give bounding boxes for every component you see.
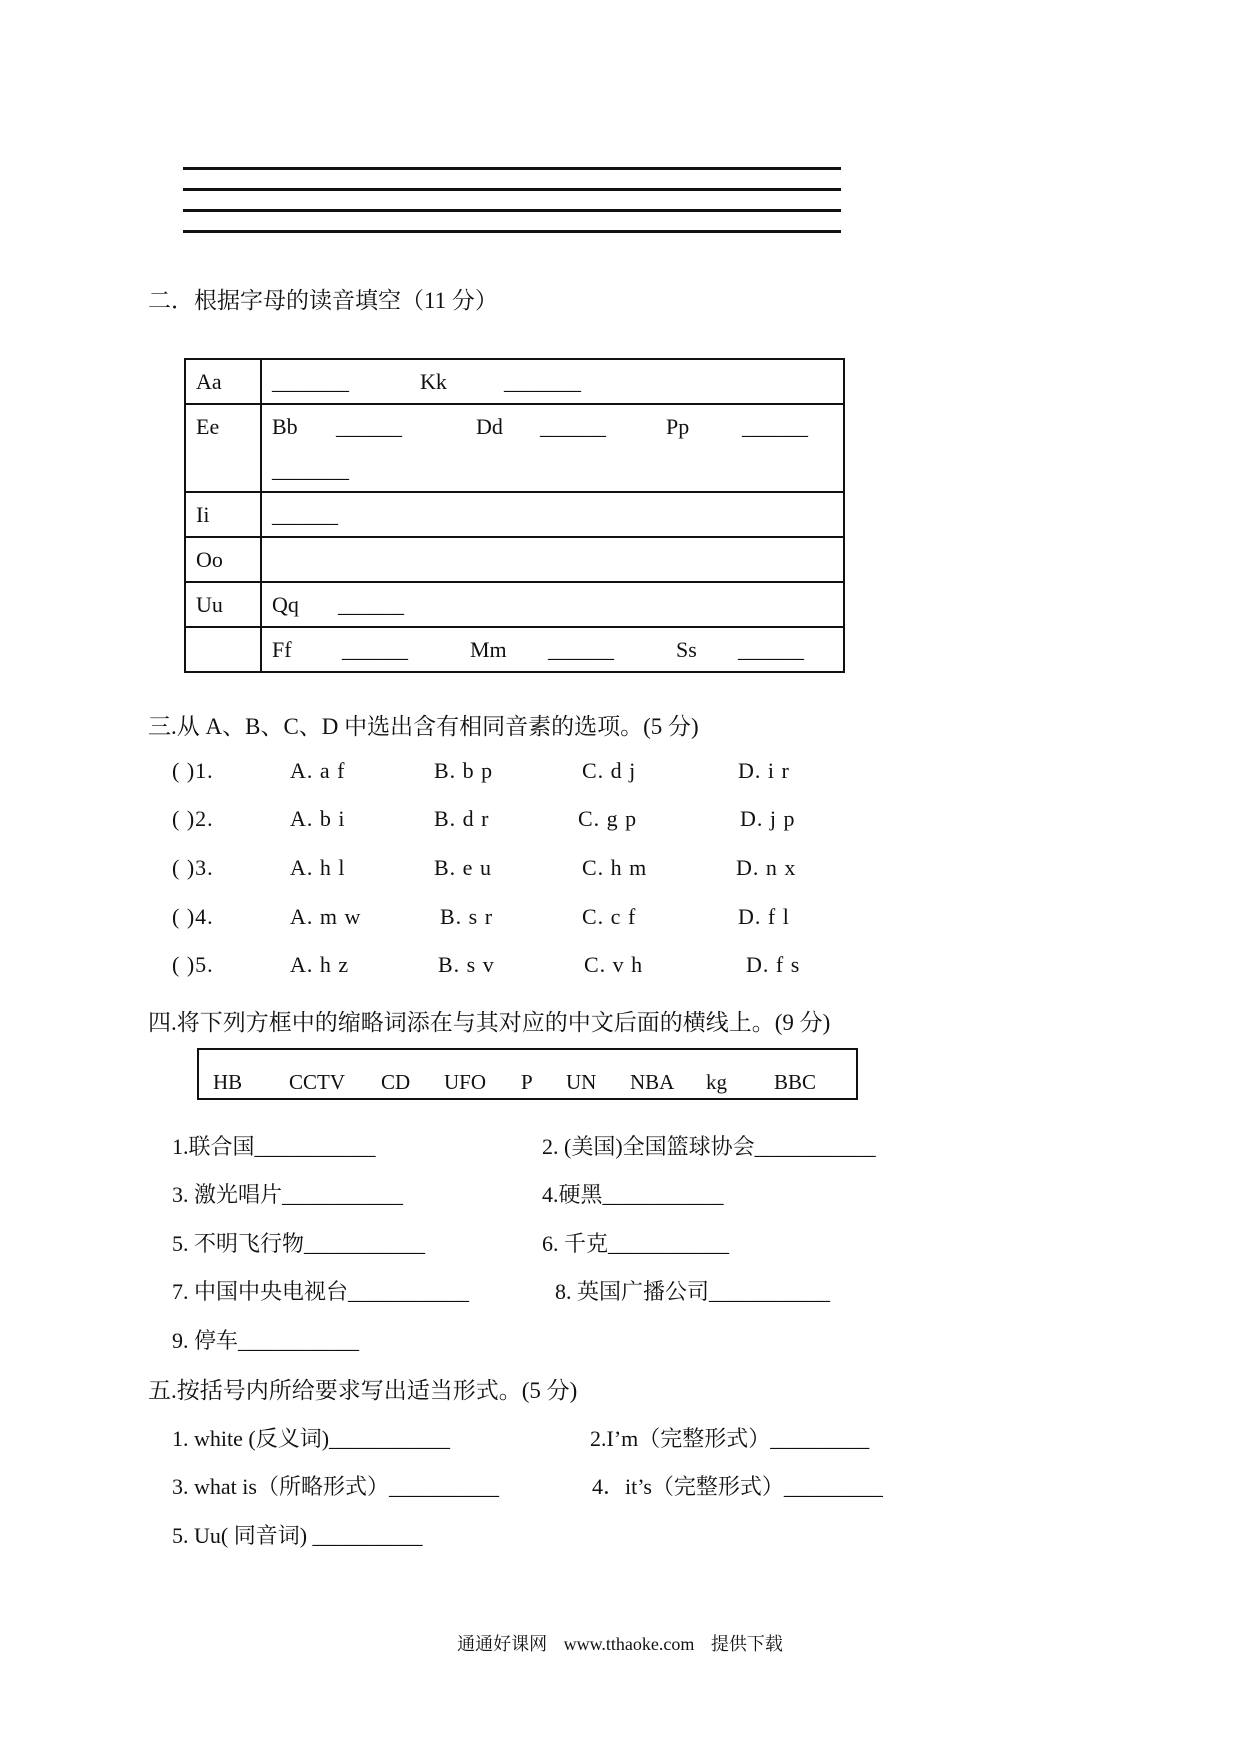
blank[interactable]: ______	[338, 592, 404, 617]
abbr-cctv: CCTV	[289, 1070, 346, 1094]
blank[interactable]: ______	[548, 637, 614, 662]
abbr-nba: NBA	[630, 1070, 675, 1094]
abbr-item-1[interactable]: 1.联合国___________	[172, 1134, 376, 1159]
blank[interactable]: _______	[272, 457, 349, 482]
row-head-uu: Uu	[185, 582, 261, 627]
row-cell-ii	[261, 492, 844, 537]
table-row	[185, 492, 844, 537]
question-2-option-a: A. b i	[290, 806, 346, 831]
row-head-aa: Aa	[185, 359, 261, 404]
question-1-option-c: C. d j	[582, 758, 637, 783]
question-4-option-d: D. f l	[738, 904, 790, 929]
letter: Ff	[272, 637, 292, 662]
question-1-number[interactable]: ( )1.	[172, 758, 214, 783]
question-3-option-d: D. n x	[736, 855, 797, 880]
abbr-kg: kg	[706, 1070, 727, 1094]
row-cell-oo[interactable]	[261, 537, 844, 582]
row-cell-extra	[261, 627, 844, 672]
phonics-table	[184, 358, 845, 673]
row-head-oo: Oo	[185, 537, 261, 582]
row-cell-aa	[261, 359, 844, 404]
abbr-item-9[interactable]: 9. 停车___________	[172, 1328, 360, 1353]
question-5-option-c: C. v h	[584, 952, 644, 977]
letter: Dd	[476, 414, 503, 439]
writing-line-3	[183, 209, 841, 212]
footer-url[interactable]: www.tthaoke.com	[563, 1634, 695, 1654]
question-3-option-b: B. e u	[434, 855, 492, 880]
form-item-3[interactable]: 3. what is（所略形式）__________	[172, 1474, 499, 1499]
question-3-option-c: C. h m	[582, 855, 648, 880]
table-row	[185, 359, 844, 404]
section-5-title: 五.按括号内所给要求写出适当形式。(5 分)	[148, 1378, 578, 1403]
question-1-option-d: D. i r	[738, 758, 790, 783]
question-5-option-a: A. h z	[290, 952, 350, 977]
blank[interactable]: ______	[742, 414, 808, 439]
letter: Qq	[272, 592, 299, 617]
abbr-item-6[interactable]: 6. 千克___________	[542, 1231, 730, 1256]
form-item-1[interactable]: 1. white (反义词)___________	[172, 1426, 451, 1451]
question-4-option-a: A. m w	[290, 904, 362, 929]
abbr-item-5[interactable]: 5. 不明飞行物___________	[172, 1231, 426, 1256]
question-4-option-c: C. c f	[582, 904, 637, 929]
abbr-item-3[interactable]: 3. 激光唱片___________	[172, 1182, 404, 1207]
footer-suffix: 提供下载	[710, 1634, 783, 1654]
form-item-4[interactable]: 4．it’s（完整形式）_________	[592, 1474, 883, 1499]
table-row	[185, 404, 844, 492]
blank[interactable]: ______	[738, 637, 804, 662]
letter: Pp	[666, 414, 690, 439]
abbr-item-2[interactable]: 2. (美国)全国篮球协会___________	[542, 1134, 876, 1159]
question-2-option-d: D. j p	[740, 806, 796, 831]
abbreviation-box	[197, 1048, 858, 1100]
question-1-option-a: A. a f	[290, 758, 346, 783]
table-row	[185, 627, 844, 672]
form-item-5[interactable]: 5. Uu( 同音词) __________	[172, 1523, 423, 1548]
question-2-number[interactable]: ( )2.	[172, 806, 214, 831]
footer-site-name: 通通好课网	[457, 1634, 548, 1654]
abbr-un: UN	[566, 1070, 597, 1094]
question-1-option-b: B. b p	[434, 758, 494, 783]
question-2-option-c: C. g p	[578, 806, 638, 831]
question-4-option-b: B. s r	[440, 904, 494, 929]
abbr-ufo: UFO	[444, 1070, 487, 1094]
letter: Bb	[272, 414, 298, 439]
abbr-item-8[interactable]: 8. 英国广播公司___________	[555, 1279, 831, 1304]
blank[interactable]: ______	[342, 637, 408, 662]
table-row	[185, 582, 844, 627]
section-4-title: 四.将下列方框中的缩略词添在与其对应的中文后面的横线上。(9 分)	[148, 1010, 831, 1035]
question-5-option-b: B. s v	[438, 952, 495, 977]
letter: Ss	[676, 637, 697, 662]
blank[interactable]: ______	[336, 414, 402, 439]
letter: Mm	[470, 637, 507, 662]
form-item-2[interactable]: 2.I’m（完整形式）_________	[590, 1426, 870, 1451]
question-3-number[interactable]: ( )3.	[172, 855, 214, 880]
row-head-empty	[185, 627, 261, 672]
letter: Kk	[420, 369, 447, 394]
row-head-ee: Ee	[185, 404, 261, 492]
abbr-item-4[interactable]: 4.硬黑___________	[542, 1182, 724, 1207]
row-cell-uu	[261, 582, 844, 627]
writing-line-2	[183, 188, 841, 191]
blank[interactable]: _______	[272, 369, 349, 394]
blank[interactable]: ______	[540, 414, 606, 439]
section-3-title: 三.从 A、B、C、D 中选出含有相同音素的选项。(5 分)	[148, 714, 699, 739]
blank[interactable]: _______	[504, 369, 581, 394]
question-2-option-b: B. d r	[434, 806, 490, 831]
blank[interactable]: ______	[272, 502, 338, 527]
question-5-number[interactable]: ( )5.	[172, 952, 214, 977]
writing-line-1	[183, 167, 841, 170]
question-4-number[interactable]: ( )4.	[172, 904, 214, 929]
writing-line-4	[183, 230, 841, 233]
table-row	[185, 537, 844, 582]
abbr-hb: HB	[213, 1070, 243, 1094]
abbr-cd: CD	[381, 1070, 411, 1094]
page-footer	[0, 1630, 1240, 1656]
row-head-ii: Ii	[185, 492, 261, 537]
abbr-bbc: BBC	[774, 1070, 817, 1094]
row-cell-ee	[261, 404, 844, 492]
abbr-item-7[interactable]: 7. 中国中央电视台___________	[172, 1279, 470, 1304]
section-2-title: 二．根据字母的读音填空（11 分）	[148, 288, 498, 313]
question-5-option-d: D. f s	[746, 952, 801, 977]
question-3-option-a: A. h l	[290, 855, 346, 880]
abbr-p: P	[521, 1070, 533, 1094]
